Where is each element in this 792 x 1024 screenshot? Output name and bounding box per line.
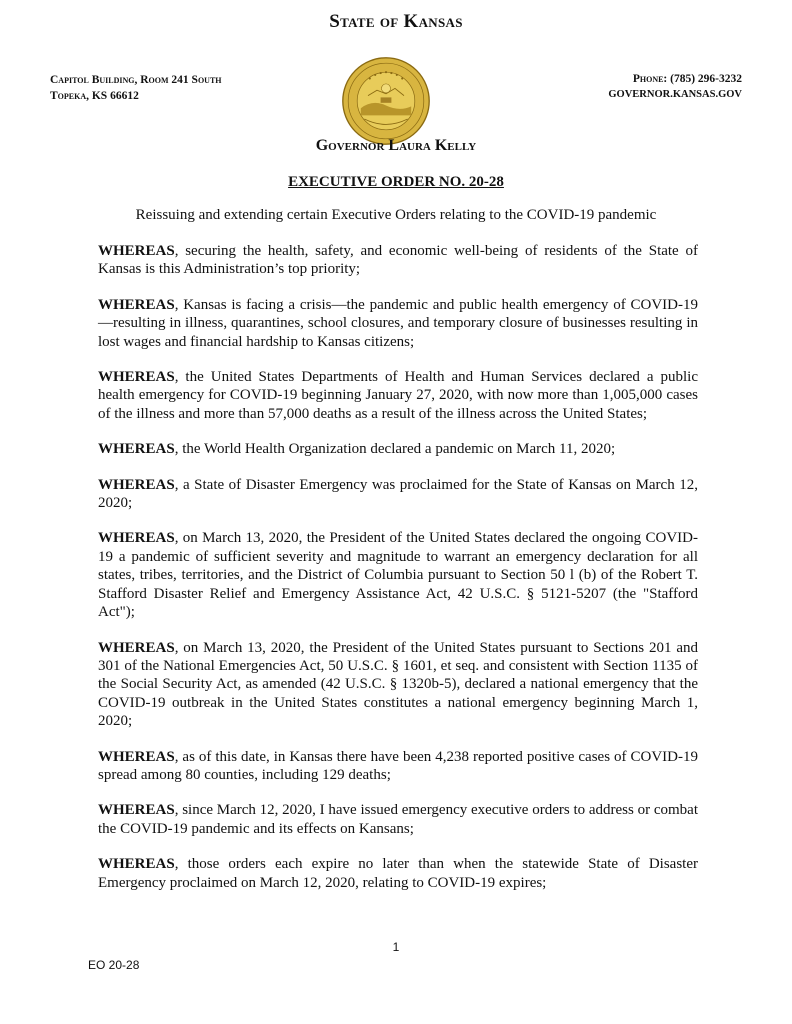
executive-order-title: EXECUTIVE ORDER NO. 20-28	[288, 174, 504, 190]
whereas-text: , a State of Disaster Emergency was proclaimed for the State of Kansas on March 12, 2020;	[98, 476, 698, 512]
whereas-paragraph	[98, 296, 698, 351]
page-number: 1	[392, 940, 400, 954]
whereas-paragraph	[98, 855, 698, 892]
whereas-paragraph	[98, 639, 698, 731]
whereas-paragraph	[98, 529, 698, 621]
order-subtitle: Reissuing and extending certain Executive Orders relating to the COVID-19 pandemic	[135, 207, 657, 223]
whereas-text: , on March 13, 2020, the President of the United States declared the ongoing COVID-19 a pandemic of sufficient severity and magnitude to warrant an emergency declaration for all states, tribes, territories, and the District of Columbia pursuant to Section 50 l (b) of the Robert T. Stafford Disaster Relief and Emergency Assistance Act, 42 U.S.C. § 5121-5207 (the "Stafford Act");	[98, 530, 698, 621]
governor-name: Governor Laura Kelly	[315, 137, 477, 154]
whereas-text: , the World Health Organization declared a pandemic on March 11, 2020;	[174, 441, 616, 458]
whereas-text: , Kansas is facing a crisis—the pandemic and public health emergency of COVID-19—resulting in illness, quarantines, school closures, and temporary closure of businesses resulting in lost wages and financial hardship to Kansas citizens;	[98, 296, 698, 350]
whereas-text: , as of this date, in Kansas there have been 4,238 reported positive cases of COVID-19 spread among 80 counties, including 129 deaths;	[98, 748, 698, 783]
address-line-1: Capitol Building, Room 241 South	[50, 74, 222, 86]
state-seal-icon	[341, 56, 431, 146]
whereas-text: , the United States Departments of Health and Human Services declared a public health emergency for COVID-19 beginning January 27, 2020, with now more than 1,005,000 cases of the illness and more than 57,000 deaths as a result of the illness across the United States;	[98, 369, 698, 422]
office-address	[50, 72, 222, 104]
whereas-paragraph	[98, 242, 698, 279]
whereas-lead: WHEREAS	[98, 856, 175, 873]
whereas-lead: WHEREAS	[98, 639, 175, 656]
whereas-text: , on March 13, 2020, the President of the United States pursuant to Sections 201 and 301 of the National Emergencies Act, 50 U.S.C. § 1601, et seq. and consistent with Section 1135 of the Social Security Act, as amended (42 U.S.C. § 1320b-5), declared a national emergency that the COVID-19 outbreak in the United States constitutes a national emergency beginning March 1, 2020;	[98, 639, 698, 730]
whereas-text: , since March 12, 2020, I have issued emergency executive orders to address or combat the COVID-19 pandemic and its effects on Kansans;	[98, 802, 698, 837]
website: GOVERNOR.KANSAS.GOV	[608, 89, 742, 100]
state-title: State of Kansas	[329, 11, 463, 32]
whereas-paragraph	[98, 368, 698, 423]
contact-block	[608, 71, 742, 103]
document-id: EO 20-28	[88, 958, 140, 972]
whereas-clauses	[98, 242, 698, 909]
whereas-paragraph	[98, 748, 698, 785]
whereas-lead: WHEREAS	[98, 441, 175, 458]
whereas-paragraph	[98, 476, 698, 513]
whereas-paragraph	[98, 801, 698, 838]
whereas-lead: WHEREAS	[98, 296, 175, 313]
whereas-lead: WHEREAS	[98, 243, 175, 259]
whereas-lead: WHEREAS	[98, 802, 175, 819]
whereas-lead: WHEREAS	[98, 748, 175, 765]
whereas-text: , securing the health, safety, and economic well-being of residents of the State of Kansas is this Administration’s top priority;	[98, 243, 698, 278]
phone-number: Phone: (785) 296-3232	[632, 73, 742, 85]
whereas-lead: WHEREAS	[98, 530, 175, 547]
whereas-paragraph	[98, 440, 698, 458]
whereas-lead: WHEREAS	[98, 476, 175, 493]
whereas-lead: WHEREAS	[98, 369, 175, 386]
whereas-text: , those orders each expire no later than when the statewide State of Disaster Emergency proclaimed on March 12, 2020, relating to COVID-19 expires;	[98, 856, 698, 891]
address-line-2: Topeka, KS 66612	[50, 90, 139, 102]
